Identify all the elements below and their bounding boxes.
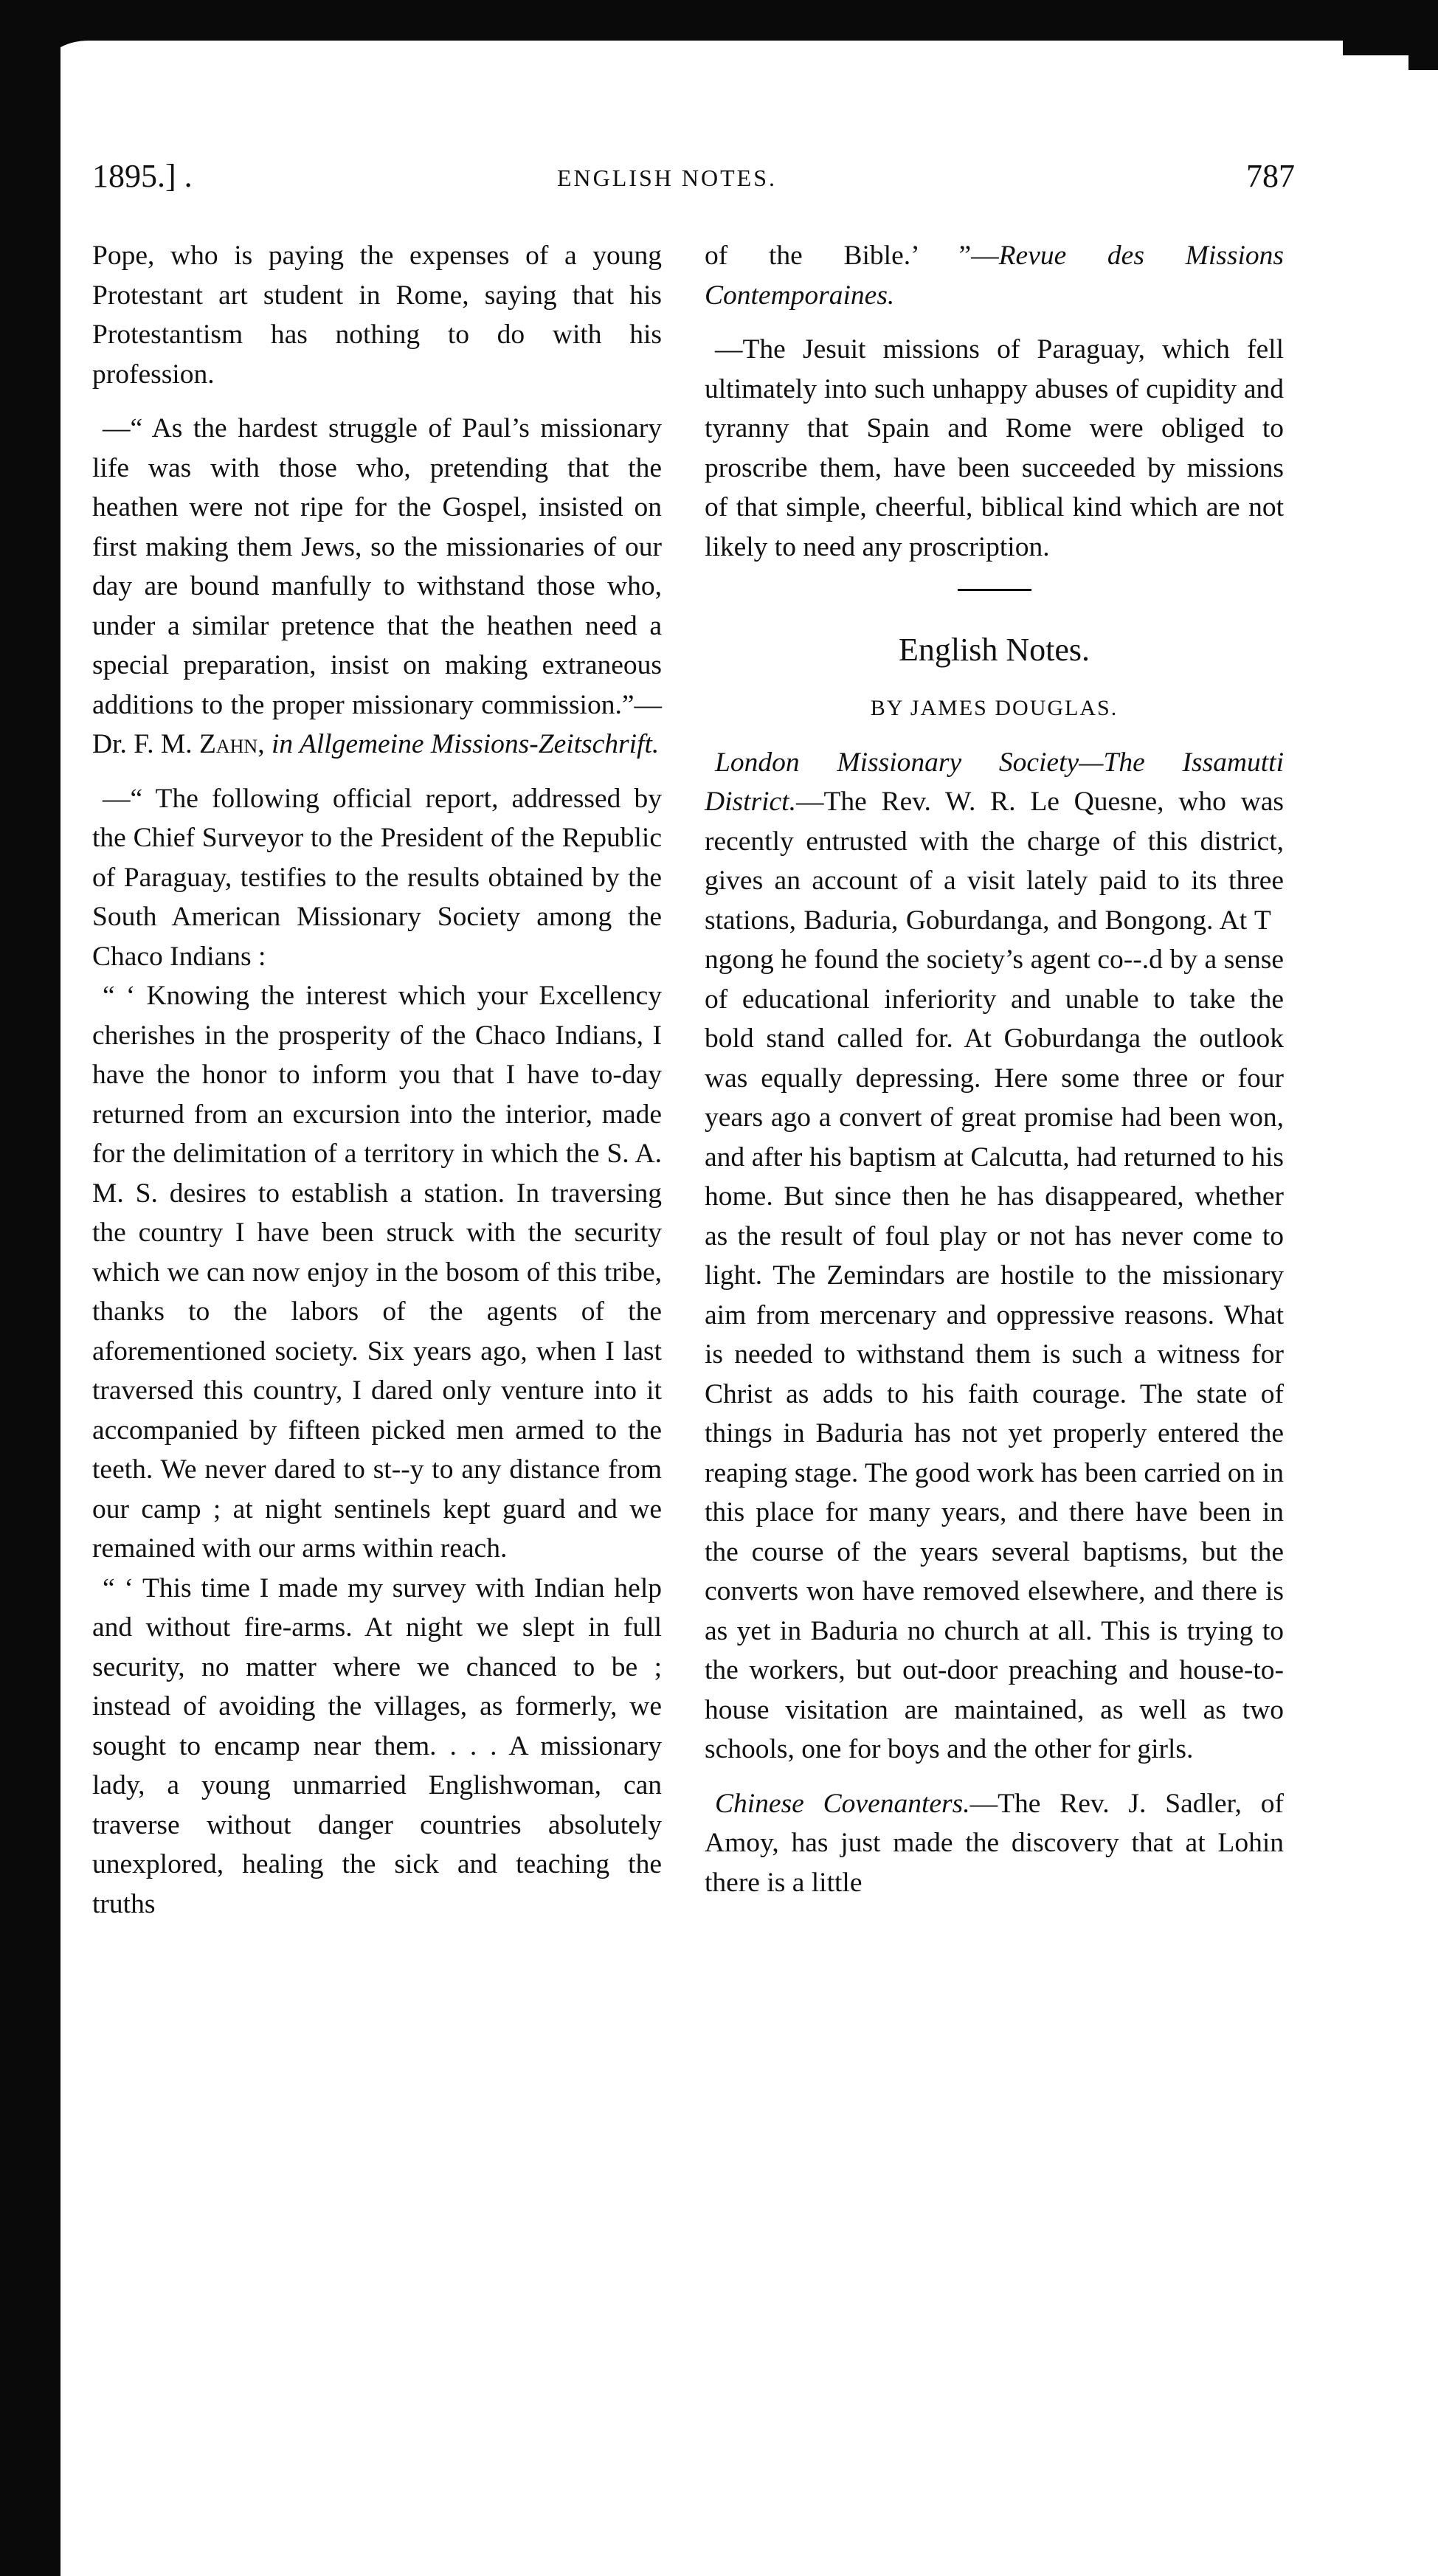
quote-text: —“ As the hardest struggle of Paul’s missionary life was with those who, pretending that the heathen were not ripe for the Gospel, insisted on first making them Jews, so the missionaries of our day are bound manfully to withstand those who, under a similar pretence that the heathen need a special preparation, insist on making extraneous additions to the proper missionary commission.”—Dr. F. M.: [92, 413, 662, 759]
paragraph: —“ The following official report, addressed by the Chief Surveyor to the President of the Republic of Paraguay, testifies to the results obtained by the South American Missionary Society among the Chaco Indians :: [92, 783, 662, 972]
paragraph-report-quote: “ ‘ Knowing the interest which your Excellency cherishes in the prosperity of the Chaco Indians, I have the honor to inform you that I have to-day returned from an excursion into the interior, made for the delimitation of a territory in which the S. A. M. S. desires to establish a station. In traversing the country I have been struck with the security which we can now enjoy in the bosom of this tribe, thanks to the labors of the agents of the aforementioned society. Six years ago, when I last traversed this country, I dared only venture into it accompanied by fifteen picked men armed to the teeth. We never dared to st‐‐y to any distance from our camp ; at night sentinels kept guard and we remained with our arms within reach.: [92, 981, 662, 1564]
paragraph-lead: Chinese Covenanters.: [715, 1788, 970, 1819]
paragraph-body: —The Rev. J. Sadler, of Amoy, has just made the discovery that at Lohin there is a little: [705, 1788, 1284, 1898]
paragraph: Pope, who is paying the expenses of a young Protestant art student in Rome, saying that his Protestantism has nothing to do with his profession.: [92, 241, 662, 390]
byline: BY JAMES DOUGLAS.: [870, 696, 1119, 720]
paragraph-issamutti: [705, 743, 1284, 1769]
right-column: [705, 236, 1284, 1902]
scan-page-edge: [44, 41, 1343, 85]
running-head: [81, 157, 1295, 209]
paragraph-zahn-quote: [92, 409, 662, 764]
section-divider: [958, 589, 1031, 591]
paragraph-covenanters: [705, 1784, 1284, 1903]
scan-left-border: [0, 0, 61, 2576]
section-heading: English Notes.: [898, 632, 1090, 668]
header-running-title: ENGLISH NOTES.: [557, 165, 777, 191]
paragraph-report-quote: “ ‘ This time I made my survey with Indian help and without fire-arms. At night we slept in full security, no matter where we chanced to be ; instead of avoiding the villages, as formerly, we sought to encamp near them. . . . A missionary lady, a young unmarried Englishwoman, can traverse without danger countries absolutely unexplored, healing the sick and teaching the truths: [92, 1572, 662, 1919]
quote-ending: of the Bible.’ ”—: [705, 241, 999, 271]
source-title: Revue des Missions Contemporaines.: [705, 241, 1284, 311]
paragraph: —The Jesuit missions of Paraguay, which fell ultimately into such unhappy abuses of cupidity and tyranny that Spain and Rome were obliged to proscribe them, have been succeeded by missions of that simple, cheerful, biblical kind which are not likely to need any proscription.: [705, 334, 1284, 562]
header-page-number: 787: [1246, 158, 1295, 194]
header-year: 1895.] .: [92, 158, 193, 194]
source-title: in Allgemeine Missions-Zeitschrift.: [271, 729, 660, 759]
paragraph-lead: London Missionary Society—The Issamutti District.: [705, 747, 1284, 817]
book-page: [81, 144, 1380, 2542]
paragraph-body: —The Rev. W. R. Le Quesne, who was recently entrusted with the charge of this district, gives an account of a visit lately paid to its three stations, Baduria, Goburdanga, and Bongong. At T ngong he found the society’s agent co‐‐.d by a sense of educational inferiority and unable to take the bold stand called for. At Goburdanga the outlook was equally depressing. Here some three or four years ago a convert of great promise had been won, and after his baptism at Calcutta, had returned to his home. But since then he has disappeared, whether as the result of foul play or not has never come to light. The Zemindars are hostile to the missionary aim from mercenary and oppressive reasons. What is needed to withstand them is such a witness for Christ as adds to his faith courage. The state of things in Baduria has not yet properly entered the reaping stage. The good work has been carried on in this place for many years, and there have been in the course of the years several baptisms, but the converts won have removed elsewhere, and there is as yet in Baduria no church at all. This is trying to the workers, but out-door preaching and house-to-house visitation are maintained, as well as two schools, one for boys and the other for girls.: [705, 787, 1284, 1764]
paragraph: [705, 236, 1284, 315]
left-column: [92, 236, 662, 1924]
author-name: Zahn,: [198, 729, 265, 759]
scan-right-corner: [1408, 0, 1438, 70]
